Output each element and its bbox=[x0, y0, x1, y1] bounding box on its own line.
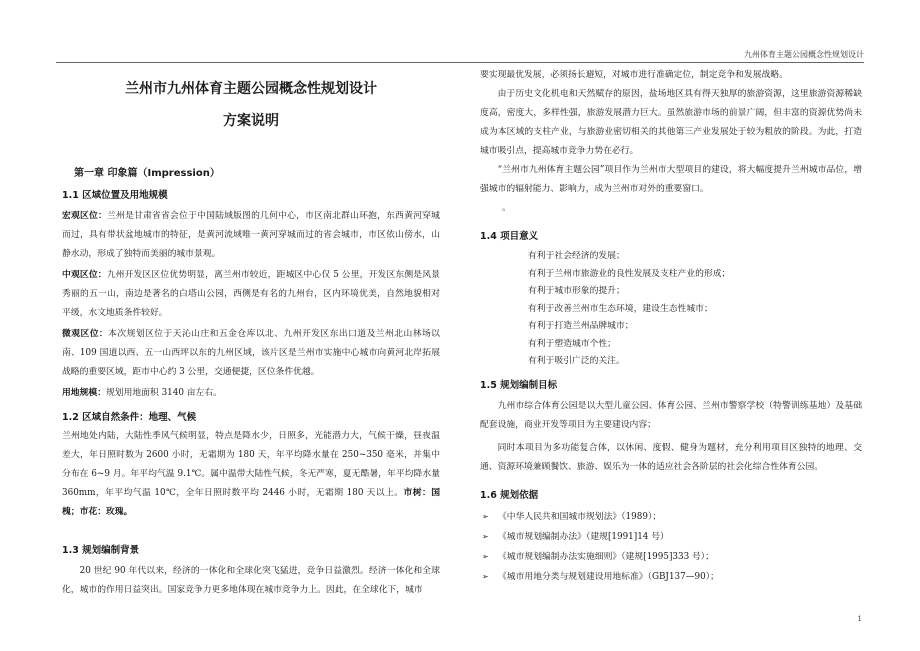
city-flower: 市花：玫瑰。 bbox=[79, 507, 133, 517]
scale-label: 用地规模： bbox=[62, 388, 106, 398]
paragraph-goal-2: 同时本项目为多功能复合体，以休闲、度假、健身为题材，充分利用项目区独特的地理、交通、资源环境兼顾餐饮、旅游、娱乐为一体的适应社会各阶层的社会化综合性体育公园。 bbox=[480, 442, 862, 472]
list-item: 有利于社会经济的发展； bbox=[528, 251, 625, 261]
micro-label: 微观区位： bbox=[62, 329, 109, 339]
chapter-heading: 第一章 印象篇（Impression） bbox=[74, 168, 220, 179]
section-heading-1-5: 1.5 规划编制目标 bbox=[480, 379, 558, 391]
list-item: 有利于打造兰州品牌城市； bbox=[528, 321, 634, 331]
section-heading-1-2: 1.2 区域自然条件：地理、气候 bbox=[62, 412, 197, 423]
paragraph-micro bbox=[62, 325, 440, 382]
document-title: 兰州市九州体育主题公园概念性规划设计 bbox=[125, 81, 377, 97]
micro-text: 本次规划区位于天沁山庄和五金仓库以北、九州开发区东出口道及兰州北山林场以南、109 国道以西、五一山西坪以东的九州区域，该片区是兰州市实施中心城市向黄河北岸拓展战略的重要区域，距市中心约 3 公里，交通便捷，区位条件优越。 bbox=[62, 329, 440, 377]
list-item: 有利于塑造城市个性； bbox=[528, 338, 616, 349]
city-tree: 市树：国槐； bbox=[62, 488, 440, 517]
basis-text: 《城市规划编制办法》（建规[1991]14 号） bbox=[498, 531, 669, 542]
section-heading-1-1: 1.1 区域位置及用地规模 bbox=[62, 190, 168, 201]
arrow-bullet-icon: ➢ bbox=[482, 531, 489, 541]
basis-list bbox=[480, 507, 862, 587]
arrow-bullet-icon: ➢ bbox=[482, 511, 489, 521]
list-item: 有利于兰州市旅游业的良性发展及支柱产业的形成； bbox=[528, 268, 731, 279]
paragraph-tourism: 由于历史文化机电和天然赋存的原因，盐场地区具有得天独厚的旅游资源，这里旅游资源稀缺度高，密度大，多样性强，旅游发展潜力巨大。虽然旅游市场的前景广阔，但丰富的资源优势尚未成为本区域的支柱产业，与旅游业密切相关的其他第三产业发展处于较为粗放的阶段。为此，打造城市吸引点，提高城市竞争力势在必行。 bbox=[480, 89, 862, 156]
arrow-bullet-icon: ➢ bbox=[482, 571, 489, 581]
basis-text: 《中华人民共和国城市规划法》（1989）； bbox=[498, 511, 662, 522]
paragraph-macro bbox=[62, 207, 440, 264]
list-item bbox=[480, 547, 862, 567]
paragraph-meso bbox=[62, 266, 440, 323]
meso-label: 中观区位： bbox=[62, 270, 107, 280]
stray-period: 。 bbox=[502, 203, 511, 213]
left-column bbox=[62, 66, 440, 600]
paragraph-goal-1: 九州市综合体育公园是以大型儿童公园、体育公园、兰州市警察学校（特警训练基地）及基础配套设施，商业开发等项目为主要建设内容； bbox=[480, 400, 862, 430]
list-item bbox=[480, 567, 862, 587]
paragraph-scale bbox=[62, 384, 440, 403]
document-subtitle: 方案说明 bbox=[223, 113, 279, 129]
right-column bbox=[480, 66, 862, 587]
list-item bbox=[480, 507, 862, 527]
meso-text: 九州开发区区位优势明显，离兰州市较近，距城区中心仅 5 公里，开发区东侧是风景秀丽的五一山，南边是著名的白塔山公园，西侧是有名的九州台，区内环境优美，自然地貌相对平缓，水文地质条件较好。 bbox=[62, 270, 440, 318]
section-heading-1-3: 1.3 规划编制背景 bbox=[62, 545, 140, 556]
list-item: 有利于改善兰州市生态环境，建设生态性城市； bbox=[528, 303, 713, 314]
scale-text: 规划用地面积 3140 亩左右。 bbox=[106, 388, 222, 398]
section-heading-1-6: 1.6 规划依据 bbox=[480, 489, 539, 501]
arrow-bullet-icon: ➢ bbox=[482, 551, 489, 561]
running-header: 九州体育主题公园概念性规划设计 bbox=[744, 50, 864, 59]
paragraph-continuation: 要实现最优发展，必须扬长避短，对城市进行准确定位，制定竞争和发展战略。 bbox=[480, 70, 788, 80]
significance-list bbox=[480, 248, 862, 371]
paragraph-background: 20 世纪 90 年代以来，经济的一体化和全球化突飞猛进，竞争日益激烈。经济一体化和全球化，城市的作用日益突出。国家竞争力更多地体现在城市竞争力上。因此，在全球化下，城市 bbox=[62, 566, 440, 595]
list-item bbox=[480, 527, 862, 547]
basis-text: 《城市用地分类与规划建设用地标准》（GBJ137—90）； bbox=[498, 571, 719, 582]
section-heading-1-4: 1.4 项目意义 bbox=[480, 231, 539, 242]
macro-text: 兰州是甘肃省省会位于中国陆域版图的几何中心，市区南北群山环抱，东西黄河穿城而过，具有带状盆地城市的特征，是黄河流域唯一黄河穿城而过的省会城市，市区依山傍水，山静水动，形成了独特而美丽的城市景观。 bbox=[62, 211, 440, 259]
basis-text: 《城市规划编制办法实施细则》（建规[1995]333 号）； bbox=[498, 551, 714, 562]
paragraph-project: “兰州市九州体育主题公园”项目作为兰州市大型项目的建设，将大幅度提升兰州城市品位，增强城市的辐射能力、影响力，成为兰州市对外的重要窗口。 bbox=[480, 165, 862, 194]
list-item: 有利于吸引广泛的关注。 bbox=[528, 356, 625, 366]
page-number: 1 bbox=[857, 615, 862, 623]
macro-label: 宏观区位： bbox=[62, 211, 108, 221]
climate-text: 兰州地处内陆，大陆性季风气候明显，特点是降水少，日照多，光能潜力大，气候干燥，昼夜温差大，年日照时数为 2600 小时，无霜期为 180 天，年平均降水量在 250~350 毫米，并集中分布在 6~9 月。年平均气温 9.1℃。属中温带大陆性气候，冬无严寒，夏无酷暑，年平均降水量 360mm，年平均气温 10℃，全年日照时数平均 2446 小时，无霜期 180 天以上。 bbox=[62, 431, 440, 498]
list-item: 有利于城市形象的提升； bbox=[528, 286, 625, 296]
header-rule bbox=[56, 62, 864, 63]
paragraph-climate bbox=[62, 427, 440, 522]
